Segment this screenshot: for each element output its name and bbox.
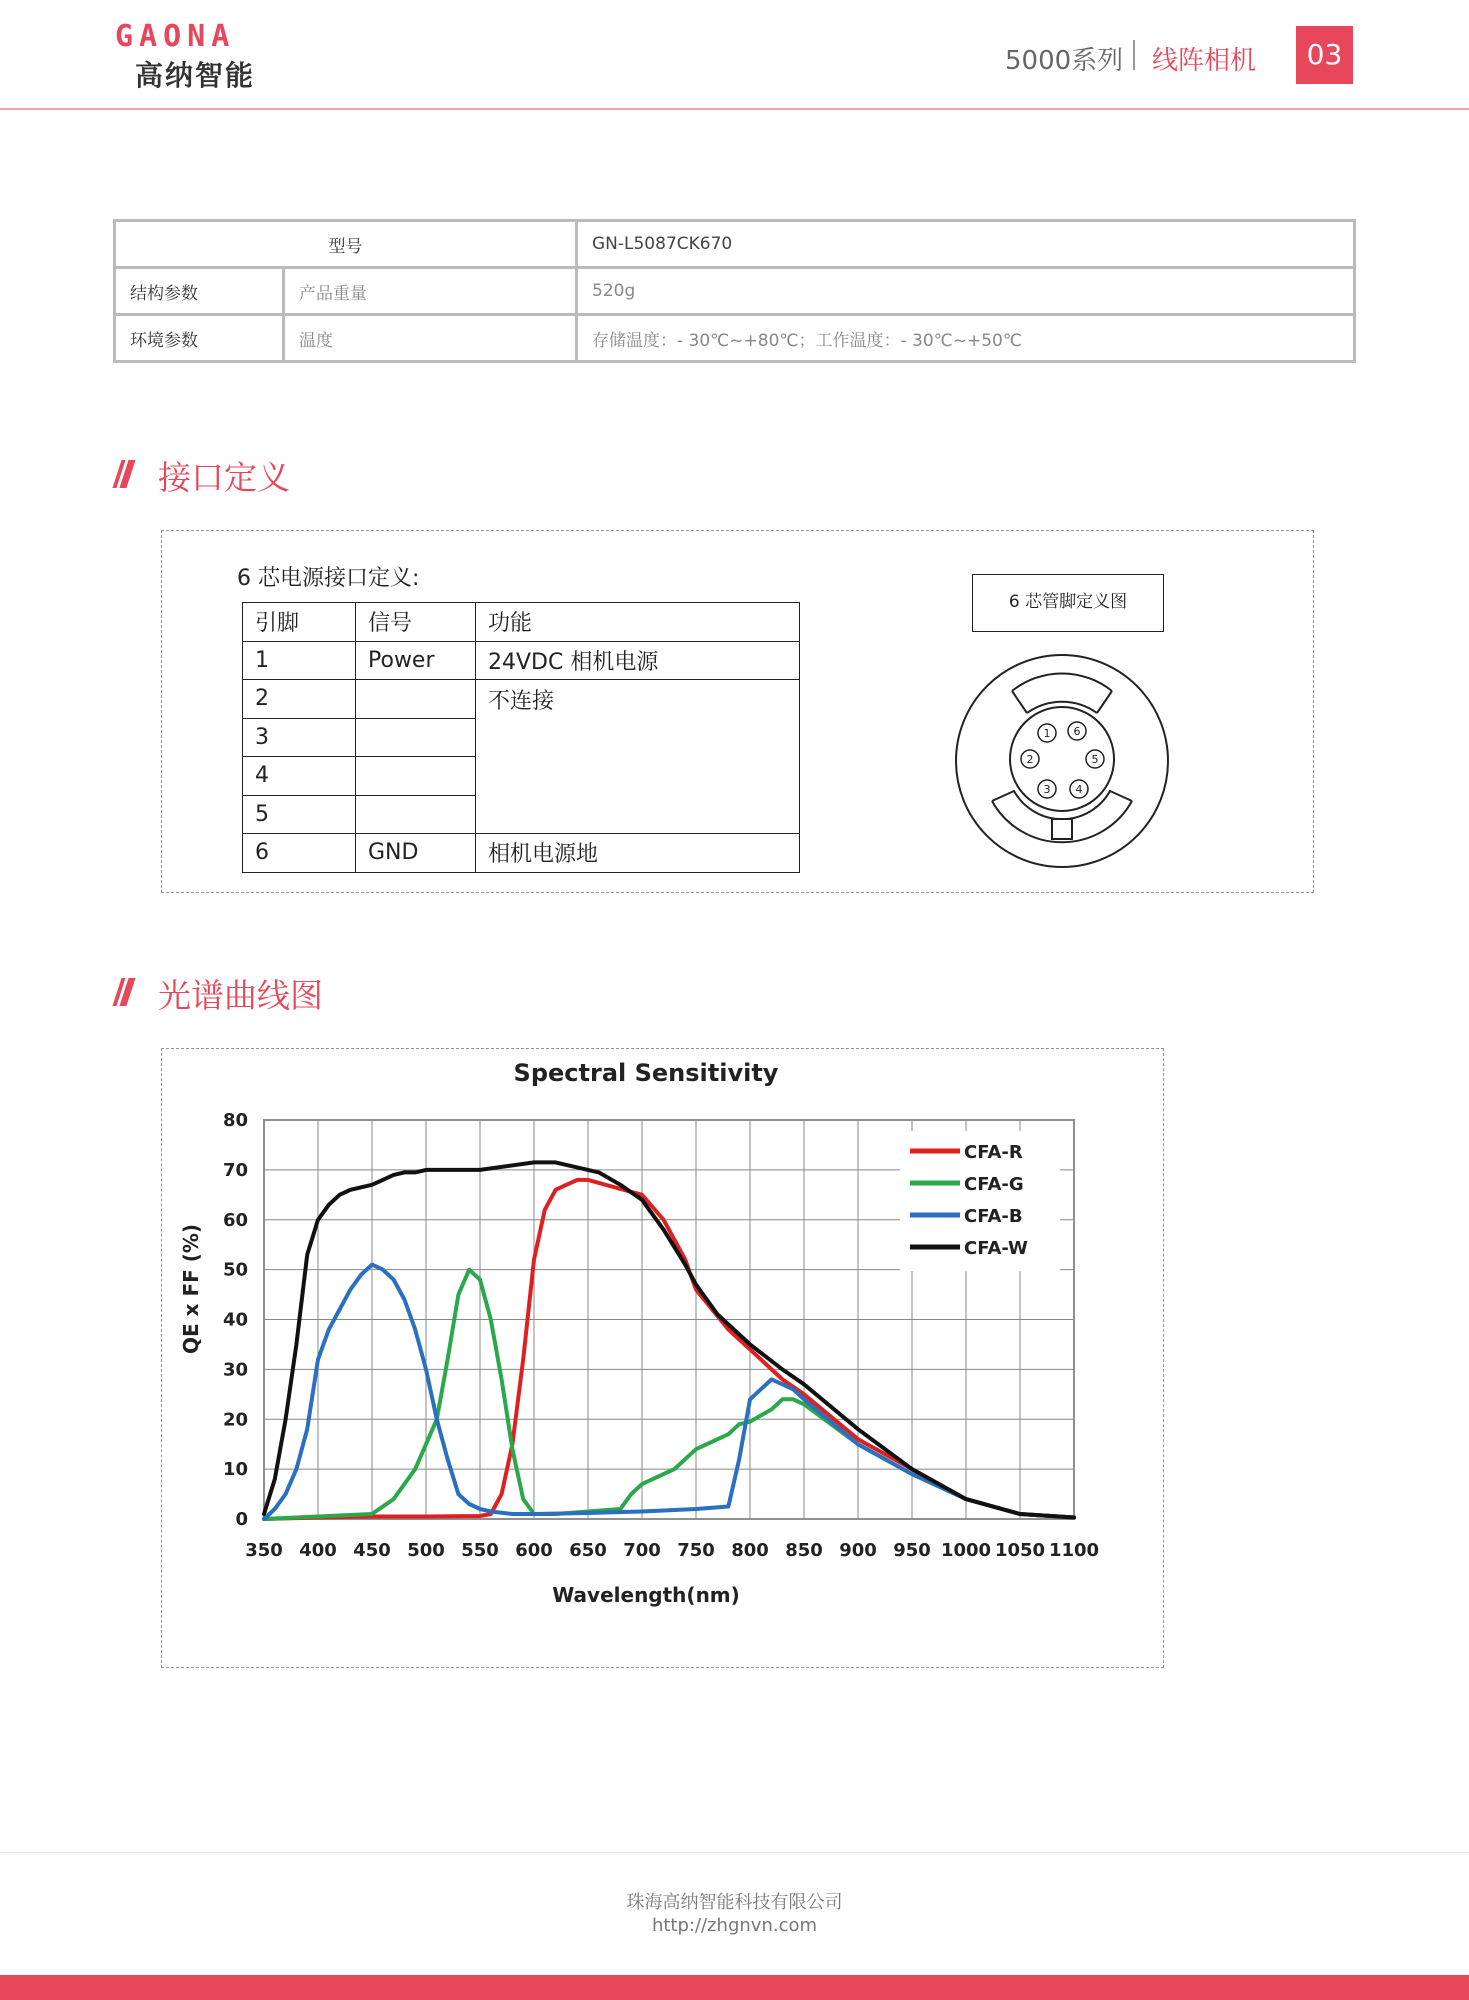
spec-table <box>113 219 1356 363</box>
interface-caption: 6 芯电源接口定义: <box>237 566 420 591</box>
footer-url: http://zhgnvn.com <box>651 1915 818 1936</box>
connector-pin-4-label: 4 <box>1075 783 1083 796</box>
x-tick-label: 500 <box>407 1540 445 1561</box>
y-tick-label: 40 <box>222 1309 248 1331</box>
logo-text: 高纳智能 <box>135 59 256 92</box>
connector-pin-2-label: 2 <box>1026 753 1034 766</box>
legend-label: CFA-W <box>964 1238 1028 1259</box>
connector-diagram <box>952 651 1172 871</box>
section-title: 光谱曲线图 <box>158 976 323 1015</box>
col-header-function: 功能 <box>476 603 800 642</box>
table-row <box>243 834 800 873</box>
x-tick-label: 1000 <box>940 1540 992 1561</box>
x-tick-label: 850 <box>785 1540 823 1561</box>
col-header-pin: 引脚 <box>243 603 356 642</box>
pin-function: 24VDC 相机电源 <box>476 641 800 680</box>
pin-signal <box>356 757 476 796</box>
interface-panel <box>161 530 1314 893</box>
x-tick-label: 1050 <box>994 1540 1046 1561</box>
x-tick-label: 950 <box>893 1540 931 1561</box>
section-title: 接口定义 <box>158 458 290 497</box>
row-item: 温度 <box>284 315 577 362</box>
connector-pin-6-label: 6 <box>1073 725 1081 738</box>
legend-label: CFA-B <box>964 1206 1023 1227</box>
page-header <box>0 0 1469 110</box>
page-number: 03 <box>1296 26 1353 84</box>
x-tick-label: 450 <box>353 1540 391 1561</box>
footer-company: 珠海高纳智能科技有限公司 <box>626 1892 843 1913</box>
x-tick-label: 1100 <box>1048 1540 1100 1561</box>
pin-diagram-label: 6 芯管脚定义图 <box>972 574 1164 632</box>
logo-mark: GAONA <box>115 19 236 54</box>
pin-number: 4 <box>243 757 356 796</box>
pin-number: 3 <box>243 718 356 757</box>
x-tick-label: 750 <box>677 1540 715 1561</box>
row-value: 520g <box>577 268 1355 315</box>
chart-y-axis-label: QE x FF (%) <box>179 1223 203 1355</box>
x-tick-label: 650 <box>569 1540 607 1561</box>
row-category: 环境参数 <box>115 315 284 362</box>
section-marker-icon <box>112 460 135 488</box>
y-tick-label: 60 <box>222 1209 248 1231</box>
table-row <box>243 641 800 680</box>
legend-label: CFA-R <box>964 1142 1023 1163</box>
spectral-chart-panel <box>161 1048 1164 1668</box>
x-tick-label: 900 <box>839 1540 877 1561</box>
table-row <box>115 221 1355 268</box>
chart-x-axis-label: Wavelength(nm) <box>552 1583 740 1607</box>
y-tick-label: 10 <box>222 1459 248 1481</box>
product-label: 线阵相机 <box>1152 46 1257 76</box>
pin-signal <box>356 795 476 834</box>
footer-bar <box>0 1975 1469 2000</box>
pin-signal: Power <box>356 641 476 680</box>
table-row <box>243 680 800 719</box>
pin-function: 相机电源地 <box>476 834 800 873</box>
connector-pin-3-label: 3 <box>1043 783 1051 796</box>
y-tick-label: 20 <box>222 1409 248 1431</box>
pin-signal: GND <box>356 834 476 873</box>
table-header-row <box>243 603 800 642</box>
pin-table <box>242 602 800 873</box>
connector-pin-1-label: 1 <box>1043 727 1051 740</box>
row-category: 结构参数 <box>115 268 284 315</box>
row-item: 产品重量 <box>284 268 577 315</box>
table-row <box>115 268 1355 315</box>
y-tick-label: 70 <box>222 1159 248 1181</box>
row-value: 存储温度：- 30℃~+80℃；工作温度：- 30℃~+50℃ <box>577 315 1355 362</box>
x-tick-label: 800 <box>731 1540 769 1561</box>
y-tick-label: 0 <box>235 1509 248 1530</box>
company-logo <box>115 19 285 94</box>
footer-divider <box>0 1852 1469 1853</box>
spectral-chart <box>162 1049 1165 1669</box>
pin-signal <box>356 680 476 719</box>
section-marker-icon <box>112 978 135 1006</box>
x-tick-label: 400 <box>299 1540 337 1561</box>
connector-pin-5-label: 5 <box>1091 753 1099 766</box>
chart-title: Spectral Sensitivity <box>513 1059 779 1087</box>
x-tick-label: 600 <box>515 1540 553 1561</box>
legend-label: CFA-G <box>964 1174 1024 1195</box>
pin-number: 6 <box>243 834 356 873</box>
pin-number: 2 <box>243 680 356 719</box>
pin-signal <box>356 718 476 757</box>
y-tick-label: 50 <box>222 1259 248 1281</box>
model-label: 型号 <box>115 221 577 268</box>
y-tick-label: 80 <box>222 1110 248 1131</box>
y-tick-label: 30 <box>222 1359 248 1381</box>
header-divider <box>1133 40 1135 70</box>
x-tick-label: 700 <box>623 1540 661 1561</box>
col-header-signal: 信号 <box>356 603 476 642</box>
table-row <box>115 315 1355 362</box>
pin-function: 不连接 <box>476 680 800 834</box>
pin-number: 1 <box>243 641 356 680</box>
x-tick-label: 350 <box>245 1540 283 1561</box>
x-tick-label: 550 <box>461 1540 499 1561</box>
model-value: GN-L5087CK670 <box>577 221 1355 268</box>
pin-number: 5 <box>243 795 356 834</box>
series-label: 5000系列 <box>1005 46 1124 76</box>
